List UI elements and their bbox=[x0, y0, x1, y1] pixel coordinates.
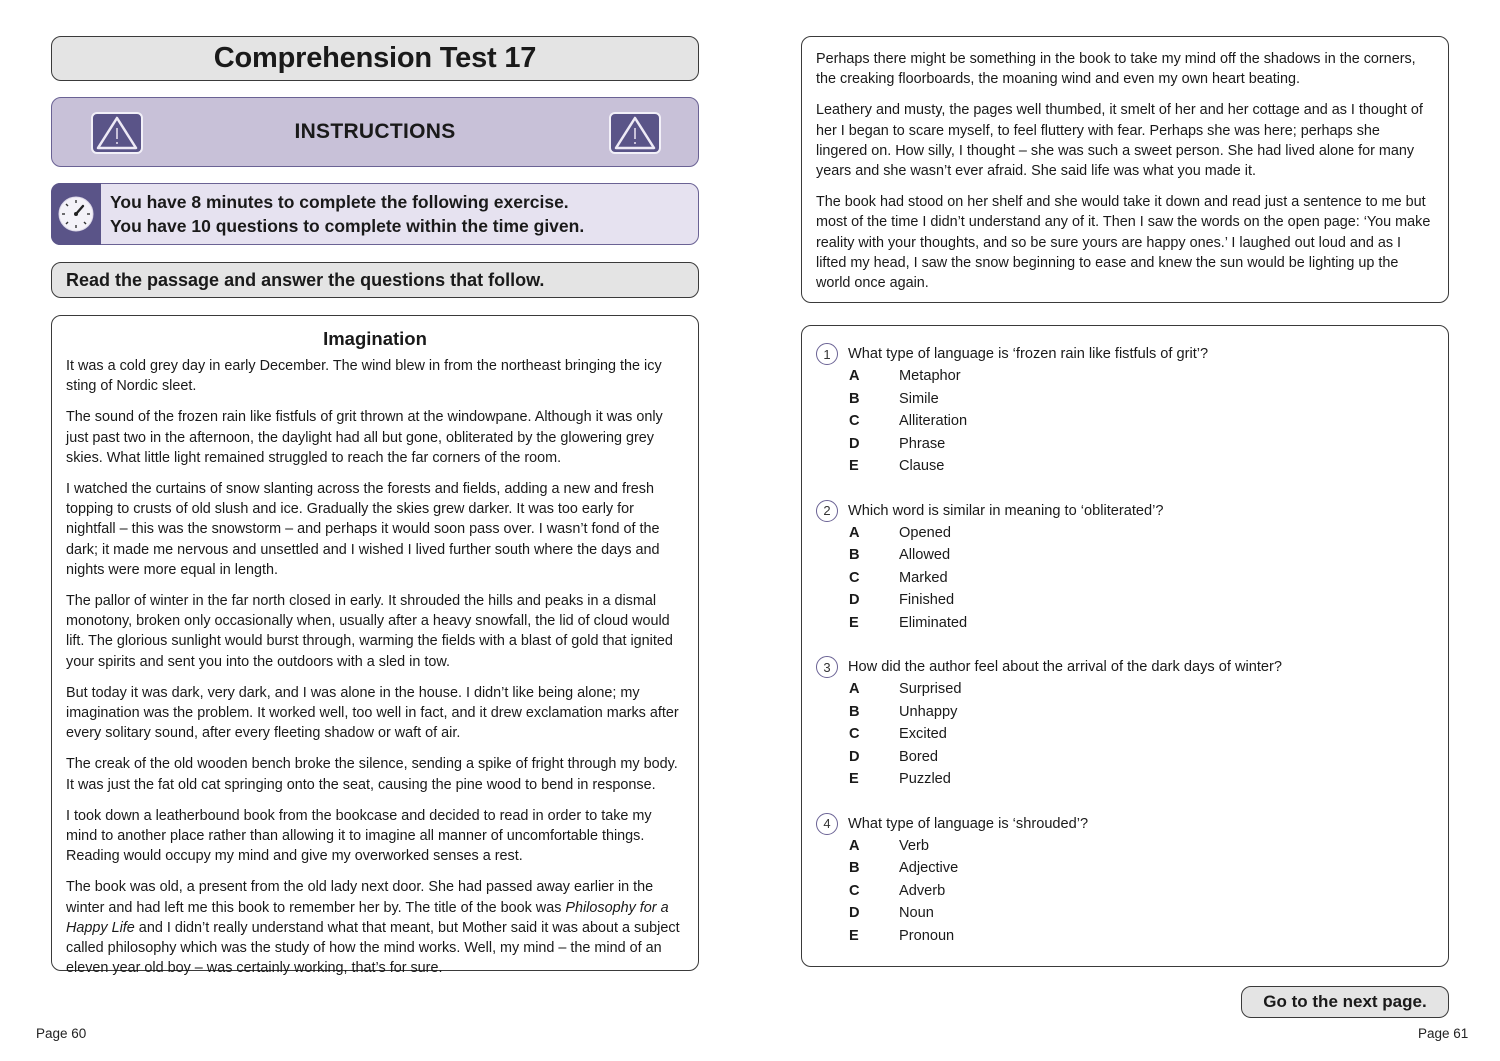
answer-option[interactable] bbox=[816, 880, 1434, 903]
passage-paragraph: I took down a leatherbound book from the bookcase and decided to read in order to take my mind to another place rather than allowing it to imagine all manner of uncomfortable things. Reading would occupy my mind and give my overworked senses a rest. bbox=[66, 807, 652, 865]
next-page-label: Go to the next page. bbox=[1263, 992, 1427, 1011]
passage-paragraph: The book had stood on her shelf and she would take it down and read just a sentence to me but most of the time I didn’t understand any of it. Then I saw the words on the open page: ‘You make reality with your thoughts, and so be sure yours are happy ones.’ I laughed out loud and as I lifted my head, I saw the snow beginning to ease and knew the sun would be lighting up the world once again. bbox=[816, 194, 1431, 292]
option-text: Finished bbox=[899, 592, 955, 609]
question-text: How did the author feel about the arrival of the dark days of winter? bbox=[848, 659, 1283, 675]
option-text: Marked bbox=[899, 569, 948, 586]
option-letter: A bbox=[849, 368, 860, 385]
option-letter: A bbox=[849, 837, 860, 854]
option-text: Pronoun bbox=[899, 927, 955, 944]
instructions-heading: INSTRUCTIONS bbox=[294, 120, 456, 143]
question-3 bbox=[816, 656, 1434, 791]
option-letter: E bbox=[849, 458, 859, 475]
page-title: Comprehension Test 17 bbox=[213, 42, 537, 74]
passage-paragraph: The creak of the old wooden bench broke the silence, sending a spike of fright through my body. It was just the fat old cat springing onto the seat, causing the pine wood to bend in response. bbox=[66, 756, 678, 793]
passage-title: Imagination bbox=[323, 328, 427, 349]
passage-paragraph: Leathery and musty, the pages well thumbed, it smelt of her and her cottage and as I thought of her I began to scare myself, to feel fluttery with fear. Perhaps she was here; perhaps she lingered on. How silly, I thought – she was such a sweet person. She had lived alone for many years and she wasn’t ever afraid. She said life was what you made it. bbox=[816, 102, 1423, 180]
question-2 bbox=[816, 500, 1434, 635]
option-letter: C bbox=[849, 882, 860, 899]
option-letter: D bbox=[849, 592, 860, 609]
question-number-badge: 1 bbox=[816, 343, 838, 365]
answer-option[interactable] bbox=[816, 433, 1434, 456]
option-letter: E bbox=[849, 614, 859, 631]
option-text: Noun bbox=[899, 905, 934, 922]
option-text: Clause bbox=[899, 458, 945, 475]
clock-icon bbox=[51, 183, 101, 245]
test-title-banner bbox=[51, 36, 699, 81]
book-title: Philosophy for a Happy Life bbox=[66, 899, 669, 936]
option-letter: D bbox=[849, 748, 860, 765]
answer-option[interactable] bbox=[816, 902, 1434, 925]
passage-paragraph: It was a cold grey day in early December. The wind blew in from the northeast bringing the icy sting of Nordic sleet. bbox=[66, 358, 662, 395]
question-number-badge: 3 bbox=[816, 656, 838, 678]
option-letter: B bbox=[849, 547, 860, 564]
question-text: Which word is similar in meaning to ‘obliterated’? bbox=[848, 502, 1164, 519]
passage-continued-panel bbox=[801, 36, 1449, 303]
answer-option[interactable] bbox=[816, 567, 1434, 590]
option-text: Allowed bbox=[899, 547, 951, 564]
question-count-text: You have 10 questions to complete within the time given. bbox=[110, 216, 585, 236]
warning-icon bbox=[609, 112, 661, 154]
option-letter: B bbox=[849, 703, 860, 720]
question-4 bbox=[816, 813, 1434, 948]
option-letter: C bbox=[849, 413, 860, 430]
question-number-badge: 2 bbox=[816, 500, 838, 522]
paragraph-text: The book was old, a present from the old lady next door. She had passed away earlier in the winter and had left me this book to remember her by. The title of the book was bbox=[66, 879, 654, 916]
answer-option[interactable] bbox=[816, 589, 1434, 612]
option-letter: B bbox=[849, 390, 860, 407]
warning-icon bbox=[91, 112, 143, 154]
passage-paragraph bbox=[66, 877, 684, 978]
passage-paragraph: Perhaps there might be something in the book to take my mind off the shadows in the corners, the creaking floorboards, the moaning wind and even my own heart beating. bbox=[816, 51, 1416, 88]
answer-option[interactable] bbox=[816, 701, 1434, 724]
question-number-badge: 4 bbox=[816, 813, 838, 835]
answer-option[interactable] bbox=[816, 455, 1434, 478]
option-text: Alliteration bbox=[899, 413, 968, 430]
answer-option[interactable] bbox=[816, 544, 1434, 567]
answer-option[interactable] bbox=[816, 857, 1434, 880]
instructions-banner bbox=[51, 97, 699, 167]
answer-option[interactable] bbox=[816, 768, 1434, 791]
option-letter: A bbox=[849, 681, 860, 698]
option-text: Unhappy bbox=[899, 703, 958, 720]
paragraph-text: and I didn’t really understand what that meant, but Mother said it was about a subject called philosophy which was the study of how the mind works. Well, my mind – the mind of an eleven year old boy – was certainly working, that’s for sure. bbox=[66, 919, 680, 977]
option-text: Adverb bbox=[899, 882, 946, 899]
passage-panel bbox=[51, 315, 699, 977]
option-letter: C bbox=[849, 726, 860, 743]
option-letter: E bbox=[849, 771, 859, 788]
question-1 bbox=[816, 343, 1434, 478]
option-text: Bored bbox=[899, 748, 938, 765]
directive-text: Read the passage and answer the questions that follow. bbox=[66, 269, 545, 290]
passage-paragraph: The pallor of winter in the far north closed in early. It shrouded the hills and peaks in a dismal monotony, broken only occasionally when, usually after a heavy snowfall, the lid of cloud would lift. The glorious sunlight would burst through, warming the fields with a blast of gold that ignited your spirits and sent you into the outdoors with a sled in tow. bbox=[66, 593, 673, 670]
passage-paragraph: I watched the curtains of snow slanting across the forests and fields, adding a new and fresh topping to crusts of old slush and ice. Gradually the skies grew darker. It was too early for nightfall – this was the snowstorm – and perhaps it would soon pass over. I wasn’t fond of the dark; it made me nervous and unsettled and I wished I lived further south where the days and nights were more equal in length. bbox=[66, 481, 660, 578]
option-letter: D bbox=[849, 435, 860, 452]
passage-paragraph: But today it was dark, very dark, and I was alone in the house. I didn’t like being alone; my imagination was the problem. It worked well, too well in fact, and it drew exclamation marks after every solitary sound, after every fleeting shadow or waft of air. bbox=[66, 684, 679, 742]
answer-option[interactable] bbox=[816, 746, 1434, 769]
option-text: Phrase bbox=[899, 435, 946, 452]
question-text: What type of language is ‘frozen rain like fistfuls of grit’? bbox=[848, 346, 1209, 362]
answer-option[interactable] bbox=[816, 678, 1434, 701]
option-text: Excited bbox=[899, 726, 947, 743]
answer-option[interactable] bbox=[816, 388, 1434, 411]
answer-option[interactable] bbox=[816, 925, 1434, 948]
option-letter: D bbox=[849, 905, 860, 922]
option-text: Adjective bbox=[899, 860, 959, 877]
option-letter: C bbox=[849, 569, 860, 586]
answer-option[interactable] bbox=[816, 410, 1434, 433]
option-text: Surprised bbox=[899, 681, 962, 698]
answer-option[interactable] bbox=[816, 522, 1434, 545]
passage-paragraph: The sound of the frozen rain like fistfuls of grit thrown at the windowpane. Although it was only just past two in the afternoon, the daylight had all but gone, obliterated by the glowering grey skies. What little light remained struggled to reach the far corners of the room. bbox=[66, 409, 663, 466]
answer-option[interactable] bbox=[816, 835, 1434, 858]
option-letter: B bbox=[849, 860, 860, 877]
time-limit-text: You have 8 minutes to complete the following exercise. bbox=[110, 192, 569, 212]
question-text: What type of language is ‘shrouded’? bbox=[848, 815, 1089, 832]
next-page-button[interactable] bbox=[1241, 986, 1449, 1018]
option-letter: E bbox=[849, 927, 859, 944]
option-text: Opened bbox=[899, 524, 951, 541]
page-number-right: Page 61 bbox=[1418, 1026, 1469, 1041]
option-text: Puzzled bbox=[899, 771, 951, 788]
questions-panel bbox=[801, 325, 1449, 967]
option-letter: A bbox=[849, 524, 860, 541]
option-text: Eliminated bbox=[899, 614, 968, 631]
answer-option[interactable] bbox=[816, 723, 1434, 746]
option-text: Simile bbox=[899, 390, 939, 407]
timing-instructions bbox=[51, 183, 699, 245]
page-number-left: Page 60 bbox=[36, 1026, 87, 1041]
option-text: Metaphor bbox=[899, 368, 961, 385]
option-text: Verb bbox=[899, 837, 930, 854]
answer-option[interactable] bbox=[816, 612, 1434, 635]
answer-option[interactable] bbox=[816, 365, 1434, 388]
directive-banner bbox=[51, 262, 699, 298]
